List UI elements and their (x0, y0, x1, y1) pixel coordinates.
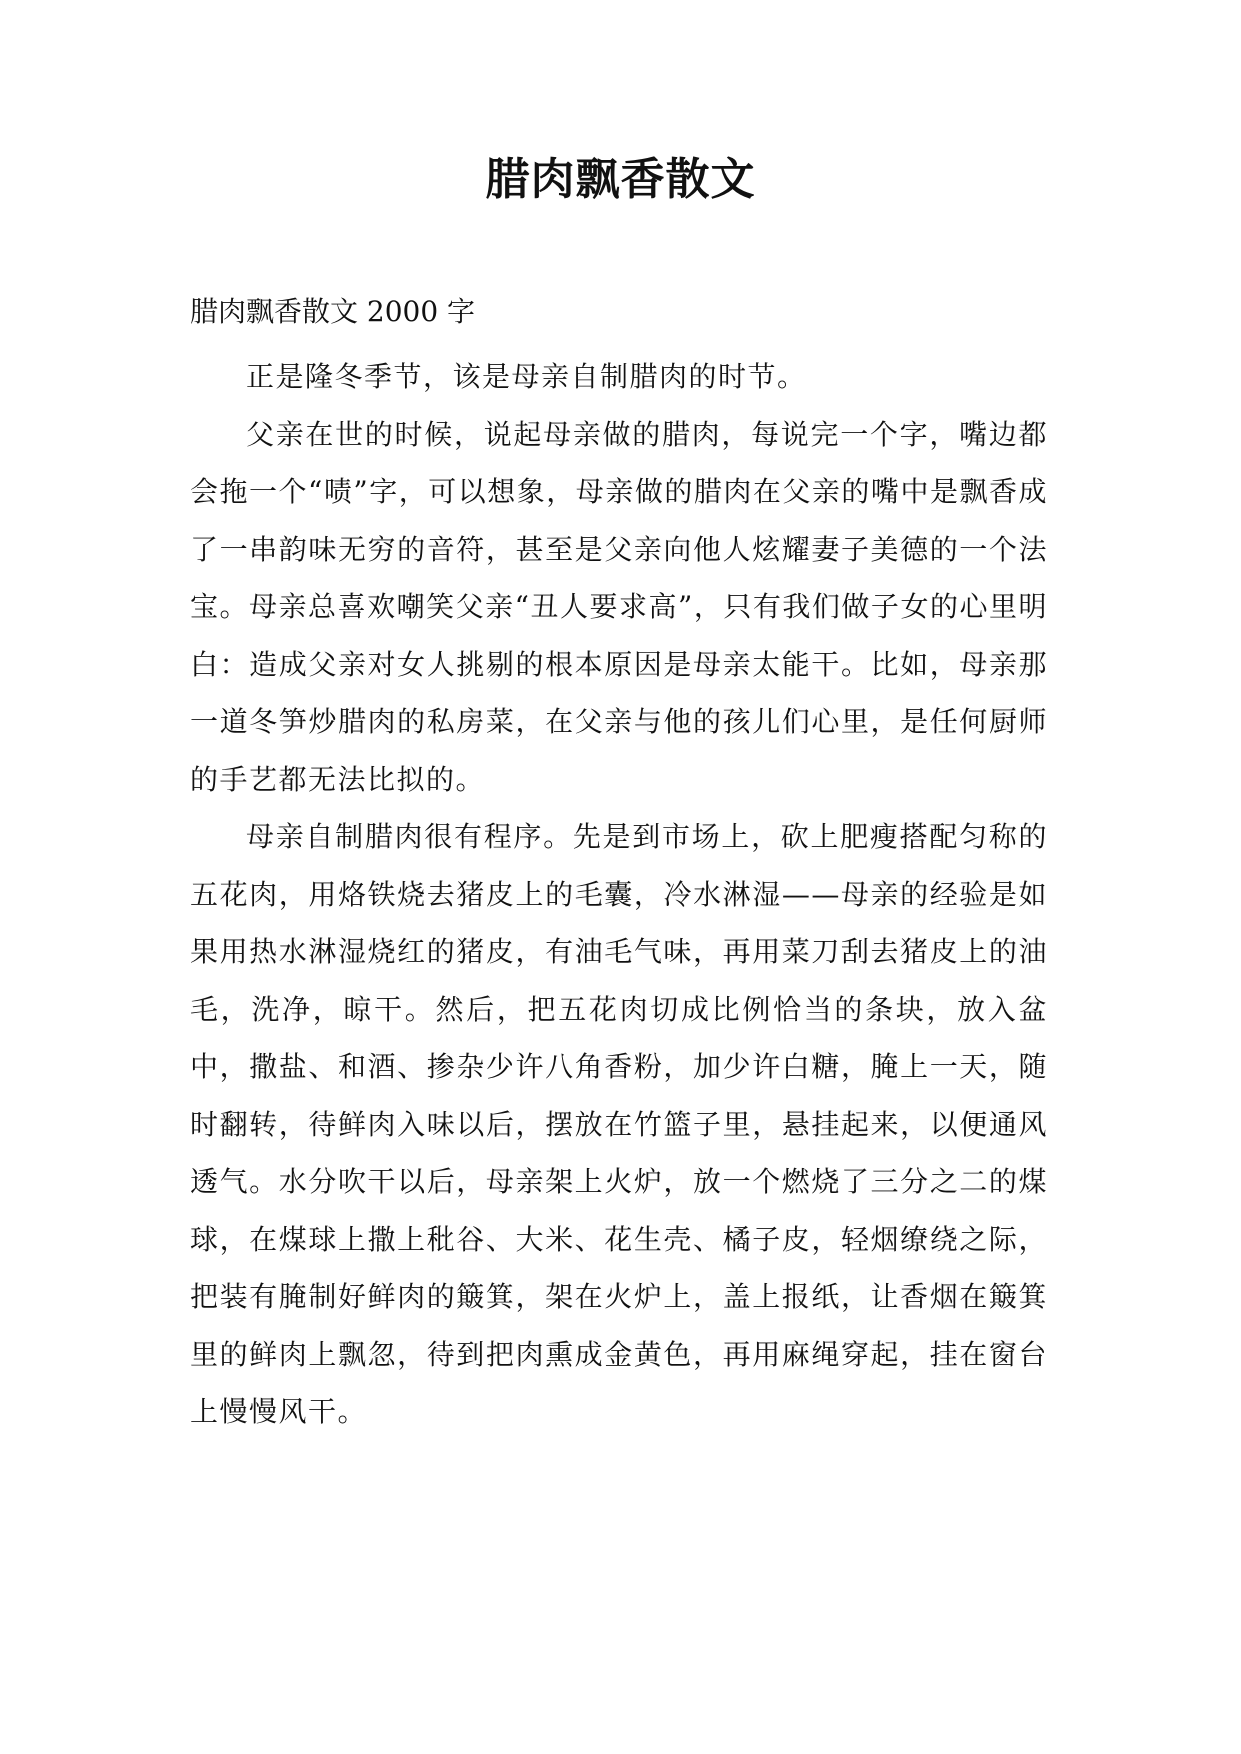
paragraph-3: 母亲自制腊肉很有程序。先是到市场上，砍上肥瘦搭配匀称的五花肉，用烙铁烧去猪皮上的毛囊，冷水淋湿——母亲的经验是如果用热水淋湿烧红的猪皮，有油毛气味，再用菜刀刮去猪皮上的油毛，洗净，晾干。然后，把五花肉切成比例恰当的条块，放入盆中，撒盐、和酒、掺杂少许八角香粉，加少许白糖，腌上一天，随时翻转，待鲜肉入味以后，摆放在竹篮子里，悬挂起来，以便通风透气。水分吹干以后，母亲架上火炉，放一个燃烧了三分之二的煤球，在煤球上撒上秕谷、大米、花生壳、橘子皮，轻烟缭绕之际，把装有腌制好鲜肉的簸箕，架在火炉上，盖上报纸，让香烟在簸箕里的鲜肉上飘忽，待到把肉熏成金黄色，再用麻绳穿起，挂在窗台上慢慢风干。 (190, 820, 1048, 1428)
document-subtitle: 腊肉飘香散文 2000 字 (190, 295, 476, 328)
paragraph-2: 父亲在世的时候，说起母亲做的腊肉，每说完一个字，嘴边都会拖一个“啧”字，可以想象，母亲做的腊肉在父亲的嘴中是飘香成了一串韵味无穷的音符，甚至是父亲向他人炫耀妻子美德的一个法宝。母亲总喜欢嘲笑父亲“丑人要求高”，只有我们做子女的心里明白：造成父亲对女人挑剔的根本原因是母亲太能干。比如，母亲那一道冬笋炒腊肉的私房菜，在父亲与他的孩儿们心里，是任何厨师的手艺都无法比拟的。 (190, 417, 1048, 796)
paragraph-1: 正是隆冬季节，该是母亲自制腊肉的时节。 (246, 360, 807, 393)
document-title: 腊肉飘香散文 (485, 154, 756, 205)
document-body (190, 348, 1048, 1441)
